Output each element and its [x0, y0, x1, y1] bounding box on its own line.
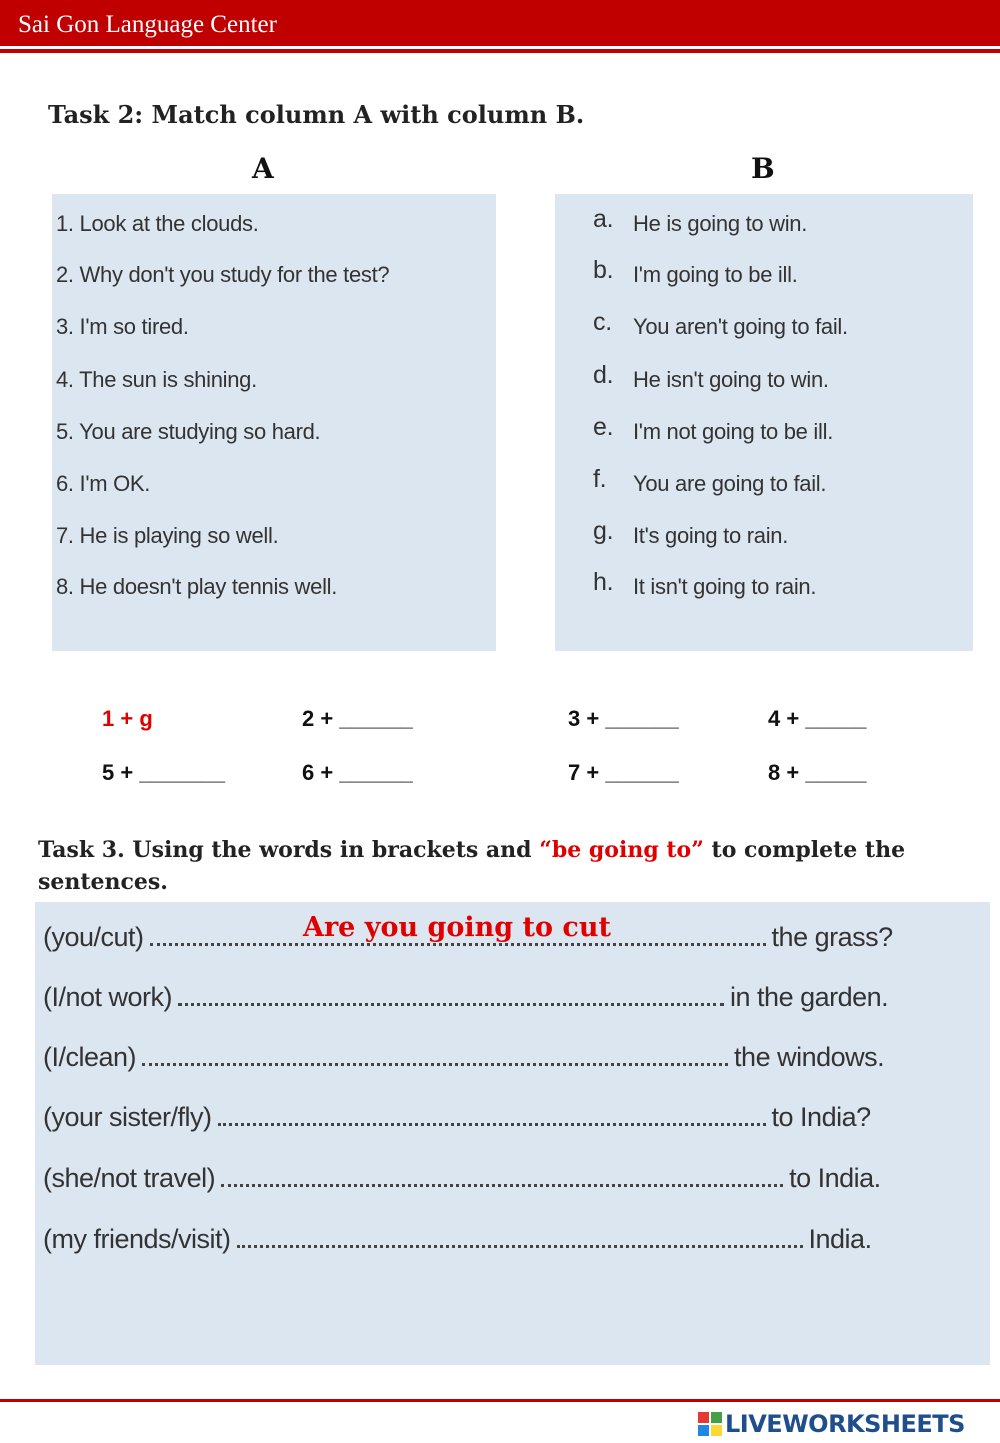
answer-prefix: 6 + [302, 760, 340, 785]
column-b-text: It isn't going to rain. [633, 574, 817, 599]
logo-square [711, 1412, 722, 1423]
column-b-letter: e. [593, 413, 614, 441]
header-rule [0, 49, 1000, 53]
answer-value: g [139, 706, 153, 731]
column-a-item: 8. He doesn't play tennis well. [56, 574, 338, 599]
column-b-letter: f. [593, 465, 607, 493]
answer-4[interactable] [768, 706, 867, 732]
answer-3[interactable] [568, 706, 679, 732]
answer-prefix: 5 + [102, 760, 140, 785]
column-a-item: 1. Look at the clouds. [56, 211, 259, 236]
task2-title: Task 2: Match column A with column B. [48, 100, 585, 129]
task3-title-end: to complete the sentences. [38, 837, 906, 895]
answer-8[interactable] [768, 760, 867, 786]
answer-5[interactable] [102, 760, 225, 786]
sentence-ending: the grass? [771, 922, 893, 952]
answer-blank[interactable] [221, 1181, 783, 1187]
column-b-letter: a. [593, 205, 614, 233]
footer-rule [0, 1399, 1000, 1402]
column-a-box [52, 194, 496, 651]
typed-answer[interactable]: Are you going to cut [303, 912, 611, 943]
answer-prefix: 3 + [568, 706, 606, 731]
answer-value: _____ [805, 706, 867, 731]
column-b-text: It's going to rain. [633, 523, 789, 548]
answer-blank[interactable] [218, 1120, 766, 1126]
sentence-row [43, 1102, 871, 1133]
column-a-item: 6. I'm OK. [56, 471, 151, 496]
column-a-item: 5. You are studying so hard. [56, 419, 321, 444]
answer-prefix: 7 + [568, 760, 606, 785]
answer-prefix: 4 + [768, 706, 806, 731]
logo-text: LIVEWORKSHEETS [725, 1410, 965, 1438]
column-b-letter: c. [593, 308, 612, 336]
answer-6[interactable] [302, 760, 413, 786]
sentence-row [43, 1042, 884, 1073]
answer-blank[interactable] [237, 1242, 803, 1248]
column-a-item: 7. He is playing so well. [56, 523, 279, 548]
answer-value: _______ [139, 760, 225, 785]
column-b-text: I'm going to be ill. [633, 262, 798, 287]
column-a-item: 4. The sun is shining. [56, 367, 257, 392]
answer-2[interactable] [302, 706, 413, 732]
sentence-cue: (she/not travel) [43, 1163, 216, 1193]
column-b-letter: b. [593, 256, 614, 284]
task3-title-highlight: “be going to” [539, 837, 704, 863]
column-a-item: 3. I'm so tired. [56, 314, 189, 339]
answer-prefix: 1 + [102, 706, 140, 731]
column-b-heading: B [751, 152, 775, 185]
answer-blank[interactable] [142, 1060, 728, 1066]
column-b-letter: g. [593, 517, 614, 545]
column-b-letter: h. [593, 568, 614, 596]
answer-value: _____ [805, 760, 867, 785]
answer-value: ______ [339, 760, 413, 785]
column-a-item: 2. Why don't you study for the test? [56, 262, 390, 287]
header-title: Sai Gon Language Center [18, 11, 277, 38]
answer-prefix: 2 + [302, 706, 340, 731]
sentence-ending: in the garden. [730, 982, 889, 1012]
column-b-text: He isn't going to win. [633, 367, 829, 392]
column-b-text: You are going to fail. [633, 471, 827, 496]
sentence-cue: (I/not work) [43, 982, 173, 1012]
sentence-ending: the windows. [734, 1042, 885, 1072]
logo-square [711, 1425, 722, 1436]
task3-title [38, 834, 968, 898]
column-b-text: He is going to win. [633, 211, 808, 236]
sentence-row [43, 1224, 872, 1255]
answer-value: ______ [339, 706, 413, 731]
sentence-ending: to India? [771, 1102, 871, 1132]
liveworksheets-logo[interactable] [698, 1410, 965, 1438]
answer-7[interactable] [568, 760, 679, 786]
column-a-heading: A [252, 152, 274, 185]
column-b-text: You aren't going to fail. [633, 314, 848, 339]
column-b-box [555, 194, 973, 651]
task3-box [35, 902, 990, 1365]
sentence-cue: (your sister/fly) [43, 1102, 212, 1132]
task3-title-start: Task 3. Using the words in brackets and [38, 837, 540, 863]
answer-value: ______ [605, 760, 679, 785]
column-b-text: I'm not going to be ill. [633, 419, 834, 444]
sentence-ending: India. [808, 1224, 872, 1254]
sentence-ending: to India. [789, 1163, 881, 1193]
logo-grid-icon [698, 1412, 722, 1436]
answer-value: ______ [605, 706, 679, 731]
sentence-cue: (you/cut) [43, 922, 144, 952]
column-b-letter: d. [593, 361, 614, 389]
sentence-row [43, 982, 888, 1013]
answer-prefix: 8 + [768, 760, 806, 785]
answer-1[interactable] [102, 706, 153, 732]
logo-square [698, 1412, 709, 1423]
sentence-cue: (I/clean) [43, 1042, 137, 1072]
sentence-row [43, 1163, 881, 1194]
logo-square [698, 1425, 709, 1436]
answer-blank[interactable] [178, 1000, 724, 1006]
sentence-cue: (my friends/visit) [43, 1224, 231, 1254]
